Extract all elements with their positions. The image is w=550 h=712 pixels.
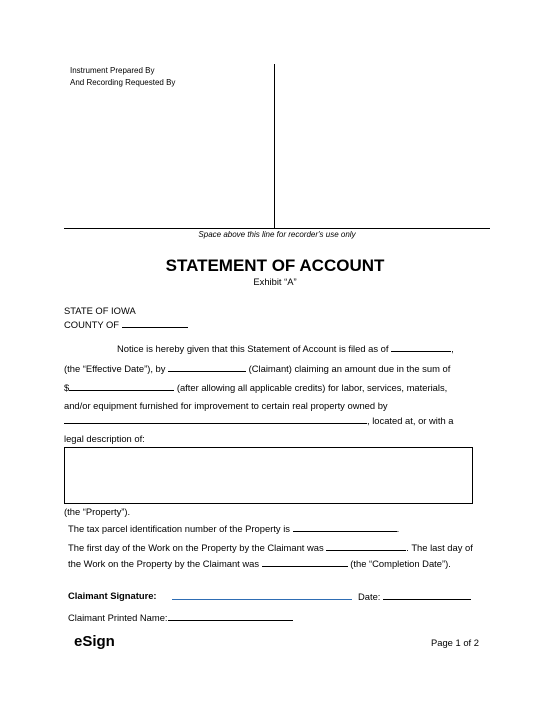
recorder-divider-horizontal (64, 228, 490, 229)
printed-name-line (68, 611, 293, 624)
last-day-text-b: (the “Completion Date”). (350, 558, 451, 569)
date-label: Date: (358, 591, 381, 602)
last-day-text: the Work on the Property by the Claimant was (68, 558, 260, 569)
amount-field[interactable] (69, 381, 174, 391)
filed-date-field[interactable] (391, 342, 451, 352)
tax-parcel-text: The tax parcel identification number of the Property is (68, 523, 290, 534)
owner-field[interactable] (64, 414, 367, 424)
para3-text: (after allowing all applicable credits) for labor, services, materials, (176, 382, 448, 393)
signature-field[interactable] (172, 599, 352, 600)
tax-parcel-field[interactable] (293, 522, 397, 532)
county-line (64, 318, 188, 331)
printed-name-field[interactable] (168, 611, 293, 621)
para1-comma: , (451, 343, 454, 354)
para1-text: Notice is hereby given that this Statement of Account is filed as of (117, 343, 389, 354)
first-day-text: The first day of the Work on the Property by the Claimant was (68, 542, 324, 553)
prepared-by-label: Instrument Prepared By (70, 66, 155, 75)
printed-name-label: Claimant Printed Name: (68, 612, 168, 623)
tax-parcel-period: . (396, 523, 400, 534)
last-day-line (68, 557, 451, 570)
para2-text-a: (the “Effective Date”), by (64, 363, 166, 374)
exhibit-label: Exhibit “A” (253, 276, 297, 287)
document-title: STATEMENT OF ACCOUNT (165, 256, 385, 275)
dollar-sign: $ (64, 382, 70, 393)
recorder-note: Space above this line for recorder's use only (198, 230, 356, 239)
signature-label: Claimant Signature: (68, 590, 157, 601)
tax-parcel-line (68, 522, 399, 535)
completion-date-field[interactable] (262, 557, 348, 567)
county-label: COUNTY OF (64, 319, 120, 330)
esign-logo: eSign (74, 633, 115, 650)
legal-description-box[interactable] (64, 447, 473, 504)
first-day-line (68, 541, 473, 554)
para-line-1 (117, 342, 454, 355)
page-number: Page 1 of 2 (431, 637, 479, 648)
state-line: STATE OF IOWA (64, 305, 136, 316)
para-line-5 (64, 414, 454, 427)
first-day-field[interactable] (326, 541, 406, 551)
recording-requested-label: And Recording Requested By (70, 78, 176, 87)
para-line-6: legal description of: (64, 433, 145, 444)
first-day-text-b: . The last day of (406, 542, 473, 553)
para2-text-b: (Claimant) claiming an amount due in the sum of (248, 363, 451, 374)
signature-date-field[interactable] (383, 590, 471, 600)
para-line-4: and/or equipment furnished for improvement to certain real property owned by (64, 400, 388, 411)
para5-text: , located at, or with a (367, 415, 454, 426)
para-line-3 (64, 381, 447, 394)
recorder-divider-vertical (274, 64, 275, 228)
property-label: (the “Property”). (64, 506, 131, 517)
date-line (358, 590, 471, 603)
para-line-2 (64, 362, 450, 375)
county-field[interactable] (122, 318, 188, 328)
claimant-name-field[interactable] (168, 362, 246, 372)
